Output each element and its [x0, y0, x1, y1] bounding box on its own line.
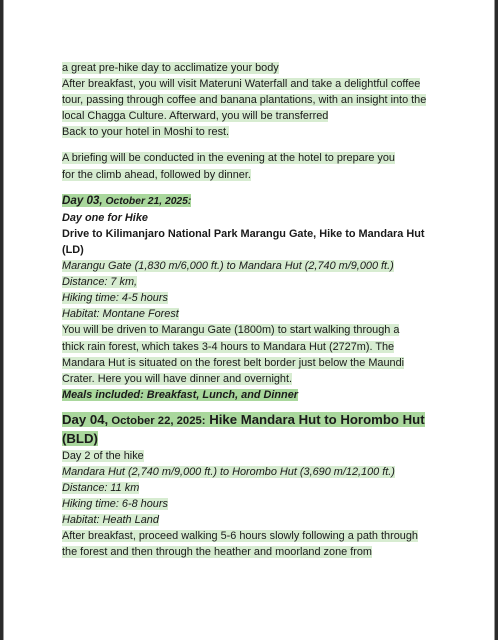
day4-heading-label: Day 04,: [62, 411, 109, 427]
day3-route-title: Drive to Kilimanjaro National Park Marangu Gate, Hike to Mandara Hut: [62, 227, 425, 240]
day3-detail: Distance: 7 km,: [62, 276, 138, 289]
intro-section: [62, 60, 447, 140]
day4-section: [62, 411, 447, 561]
briefing-line: for the climb ahead, followed by dinner.: [62, 168, 251, 181]
day4-description-line: After breakfast, proceed walking 5-6 hours slowly following a path through: [62, 530, 418, 543]
day4-detail: Habitat: Heath Land: [62, 514, 159, 527]
day3-section: [62, 193, 447, 403]
day3-heading: [62, 194, 191, 207]
day4-detail: Hiking time: 6-8 hours: [62, 498, 168, 511]
intro-line: Back to your hotel in Moshi to rest.: [62, 126, 230, 139]
day4-title-code: (BLD): [62, 430, 98, 446]
day3-date: October 21, 2025:: [102, 195, 192, 207]
intro-line: a great pre-hike day to acclimatize your body: [62, 62, 279, 74]
document-page: [3, 0, 495, 640]
day3-subtitle: Day one for Hike: [62, 211, 148, 224]
day3-description-line: You will be driven to Marangu Gate (1800m) to start walking through a: [62, 324, 400, 337]
day4-subtitle: Day 2 of the hike: [62, 449, 144, 462]
intro-line: local Chagga Culture. Afterward, you will be transferred: [62, 110, 329, 123]
briefing-line: A briefing will be conducted in the evening at the hotel to prepare you: [62, 152, 395, 165]
day3-description-line: Mandara Hut is situated on the forest belt border just below the Maundi: [62, 356, 405, 369]
day3-meals: Meals included: Breakfast, Lunch, and Dinner: [62, 388, 299, 401]
day3-detail: Marangu Gate (1,830 m/6,000 ft.) to Mandara Hut (2,740 m/9,000 ft.): [62, 260, 394, 273]
day3-detail: Hiking time: 4-5 hours: [62, 292, 168, 305]
day3-heading-label: Day 03,: [62, 193, 103, 207]
briefing-paragraph: [62, 150, 447, 182]
intro-line: After breakfast, you will visit Materuni Waterfall and take a delightful coffee: [62, 78, 421, 91]
spacer: [62, 140, 447, 150]
day3-description-line: Crater. Here you will have dinner and overnight.: [62, 372, 293, 385]
day4-description-line: the forest and then through the heather and moorland zone from: [62, 546, 372, 559]
day4-date: October 22, 2025:: [108, 414, 206, 427]
spacer: [62, 183, 447, 193]
page-content: [62, 60, 447, 561]
day4-title: Hike Mandara Hut to Horombo Hut: [205, 411, 425, 427]
day4-detail: Distance: 11 km: [62, 482, 140, 495]
day3-detail: Habitat: Montane Forest: [62, 308, 179, 321]
day3-description-line: thick rain forest, which takes 3-4 hours to Mandara Hut (2727m). The: [62, 340, 395, 353]
day4-detail: Mandara Hut (2,740 m/9,000 ft.) to Horombo Hut (3,690 m/12,100 ft.): [62, 465, 395, 478]
spacer: [62, 403, 447, 411]
intro-line: tour, passing through coffee and banana plantations, with an insight into the: [62, 94, 427, 107]
day3-route-code: (LD): [62, 243, 84, 256]
day4-heading: [62, 412, 425, 427]
